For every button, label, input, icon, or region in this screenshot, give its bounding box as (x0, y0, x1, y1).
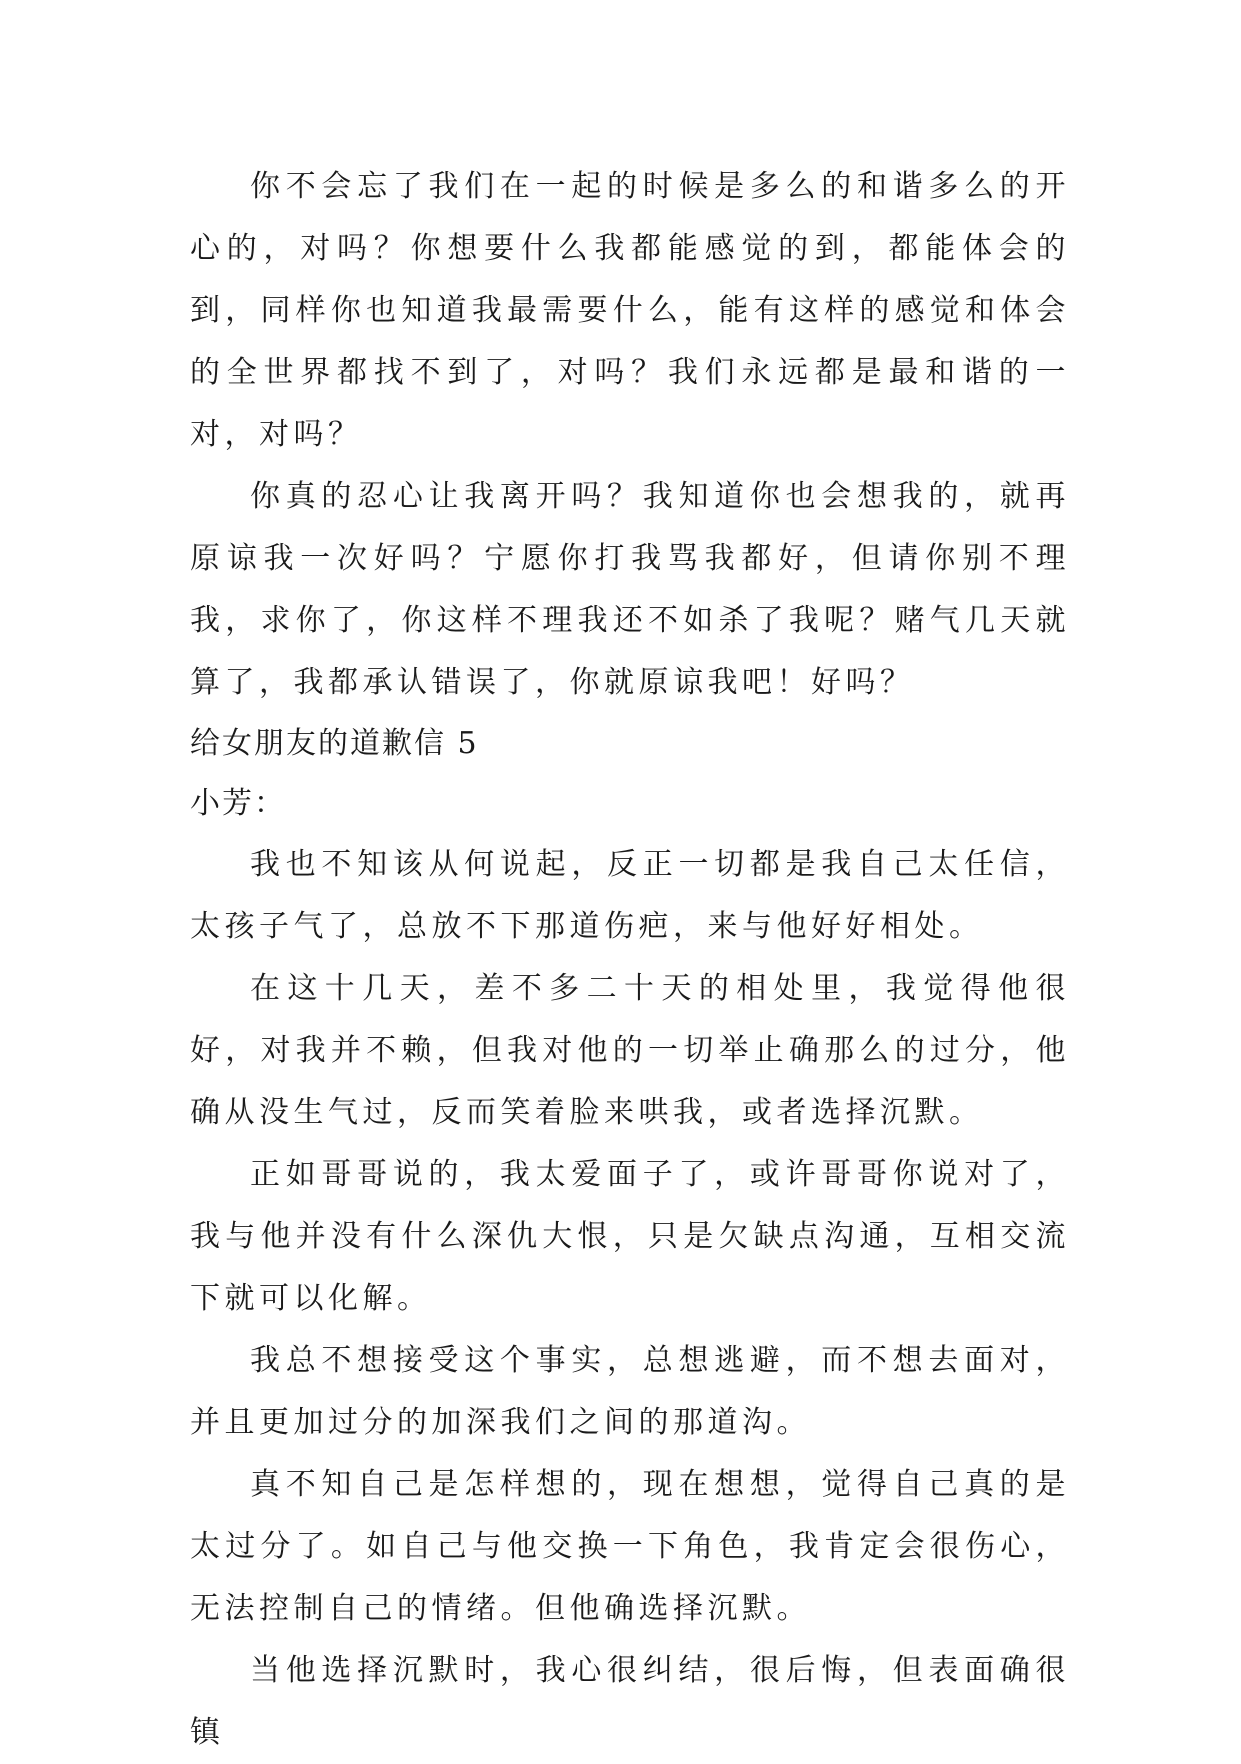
paragraph-2: 你真的忍心让我离开吗？我知道你也会想我的，就再原谅我一次好吗？宁愿你打我骂我都好，但请你别不理我，求你了，你这样不理我还不如杀了我呢？赌气几天就算了，我都承认错误了，你就原谅我吧！好吗？ (190, 479, 1070, 700)
paragraph-1: 你不会忘了我们在一起的时候是多么的和谐多么的开心的，对吗？你想要什么我都能感觉的到，都能体会的到，同样你也知道我最需要什么，能有这样的感觉和体会的全世界都找不到了，对吗？我们永远都是最和谐的一对，对吗？ (190, 169, 1070, 452)
paragraph-6: 我总不想接受这个事实，总想逃避，而不想去面对，并且更加过分的加深我们之间的那道沟。 (190, 1343, 1070, 1440)
section-heading: 给女朋友的道歉信 5 (190, 726, 479, 761)
paragraph-4: 在这十几天，差不多二十天的相处里，我觉得他很好，对我并不赖，但我对他的一切举止确那么的过分，他确从没生气过，反而笑着脸来哄我，或者选择沉默。 (190, 971, 1070, 1130)
salutation: 小芳： (190, 786, 286, 821)
paragraph-7: 真不知自己是怎样想的，现在想想，觉得自己真的是太过分了。如自己与他交换一下角色，我肯定会很伤心，无法控制自己的情绪。但他确选择沉默。 (190, 1467, 1070, 1626)
paragraph-8: 当他选择沉默时，我心很纠结，很后悔，但表面确很镇 (190, 1653, 1070, 1750)
paragraph-5: 正如哥哥说的，我太爱面子了，或许哥哥你说对了，我与他并没有什么深仇大恨，只是欠缺点沟通，互相交流下就可以化解。 (190, 1157, 1070, 1316)
document-page (190, 156, 1070, 1764)
paragraph-3: 我也不知该从何说起，反正一切都是我自己太任信，太孩子气了，总放不下那道伤疤，来与他好好相处。 (190, 847, 1070, 944)
